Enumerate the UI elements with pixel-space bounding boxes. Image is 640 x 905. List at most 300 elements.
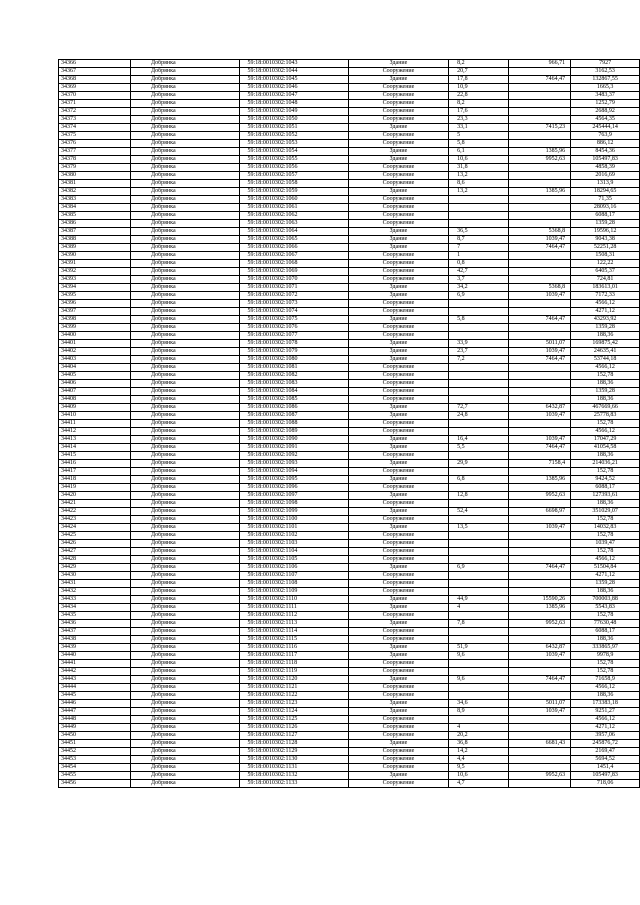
unit-value-cell	[508, 220, 570, 228]
area-cell	[449, 572, 509, 580]
area-cell: 6,8	[449, 476, 509, 484]
table-row	[59, 468, 640, 476]
unit-value-cell: 9952,63	[508, 492, 570, 500]
table-row	[59, 652, 640, 660]
table-row	[59, 356, 640, 364]
locality-cell: Добрянка	[131, 612, 240, 620]
row-number-cell: 34453	[59, 756, 131, 764]
cadastral-value-cell: 152,78	[571, 420, 640, 428]
cadastral-number-cell: 59:18:0010302:1053	[239, 140, 348, 148]
cadastral-number-cell: 59:18:0010302:1070	[239, 276, 348, 284]
unit-value-cell: 6432,87	[508, 644, 570, 652]
unit-value-cell	[508, 660, 570, 668]
cadastral-value-cell: 4566,12	[571, 428, 640, 436]
cadastral-value-cell: 5543,83	[571, 604, 640, 612]
cadastral-value-cell: 188,36	[571, 588, 640, 596]
cadastral-number-cell: 59:18:0010302:1116	[239, 644, 348, 652]
table-row	[59, 196, 640, 204]
cadastral-number-cell: 59:18:0010302:1100	[239, 516, 348, 524]
locality-cell: Добрянка	[131, 108, 240, 116]
cadastral-value-cell: 9424,52	[571, 476, 640, 484]
object-type-cell: Сооружение	[348, 556, 448, 564]
object-type-cell: Сооружение	[348, 308, 448, 316]
row-number-cell: 34389	[59, 244, 131, 252]
row-number-cell: 34405	[59, 372, 131, 380]
object-type-cell: Здание	[348, 236, 448, 244]
cadastral-value-cell: 24635,41	[571, 348, 640, 356]
row-number-cell: 34448	[59, 716, 131, 724]
unit-value-cell	[508, 324, 570, 332]
cadastral-value-cell: 4564,35	[571, 116, 640, 124]
table-row	[59, 260, 640, 268]
cadastral-value-cell: 7927	[571, 60, 640, 68]
object-type-cell: Сооружение	[348, 108, 448, 116]
area-cell	[449, 668, 509, 676]
cadastral-value-cell: 169875,42	[571, 340, 640, 348]
cadastral-number-cell: 59:18:0010302:1087	[239, 412, 348, 420]
area-cell	[449, 716, 509, 724]
locality-cell: Добрянка	[131, 652, 240, 660]
table-row	[59, 332, 640, 340]
row-number-cell: 34444	[59, 684, 131, 692]
unit-value-cell: 5011,07	[508, 340, 570, 348]
unit-value-cell	[508, 108, 570, 116]
row-number-cell: 34445	[59, 692, 131, 700]
area-cell	[449, 420, 509, 428]
area-cell: 12,8	[449, 492, 509, 500]
unit-value-cell	[508, 164, 570, 172]
table-row	[59, 372, 640, 380]
unit-value-cell: 5011,07	[508, 700, 570, 708]
unit-value-cell: 7464,47	[508, 564, 570, 572]
cadastral-value-cell: 763,9	[571, 132, 640, 140]
object-type-cell: Сооружение	[348, 468, 448, 476]
area-cell	[449, 396, 509, 404]
table-row	[59, 60, 640, 68]
row-number-cell: 34417	[59, 468, 131, 476]
cadastral-value-cell: 18294,65	[571, 188, 640, 196]
unit-value-cell	[508, 692, 570, 700]
cadastral-value-cell: 105497,83	[571, 156, 640, 164]
row-number-cell: 34413	[59, 436, 131, 444]
row-number-cell: 34385	[59, 212, 131, 220]
area-cell: 8,7	[449, 236, 509, 244]
object-type-cell: Здание	[348, 596, 448, 604]
locality-cell: Добрянка	[131, 188, 240, 196]
object-type-cell: Сооружение	[348, 724, 448, 732]
area-cell	[449, 364, 509, 372]
area-cell	[449, 556, 509, 564]
cadastral-number-cell: 59:18:0010302:1068	[239, 260, 348, 268]
cadastral-number-cell: 59:18:0010302:1104	[239, 548, 348, 556]
table-row	[59, 212, 640, 220]
locality-cell: Добрянка	[131, 212, 240, 220]
area-cell	[449, 308, 509, 316]
locality-cell: Добрянка	[131, 180, 240, 188]
object-type-cell: Сооружение	[348, 300, 448, 308]
table-row	[59, 324, 640, 332]
unit-value-cell: 5368,8	[508, 228, 570, 236]
cadastral-number-cell: 59:18:0010302:1052	[239, 132, 348, 140]
table-row	[59, 404, 640, 412]
unit-value-cell: 1385,96	[508, 604, 570, 612]
object-type-cell: Сооружение	[348, 212, 448, 220]
object-type-cell: Сооружение	[348, 756, 448, 764]
cadastral-value-cell: 1039,47	[571, 540, 640, 548]
unit-value-cell	[508, 372, 570, 380]
cadastral-value-cell: 152,78	[571, 548, 640, 556]
table-row	[59, 436, 640, 444]
cadastral-number-cell: 59:18:0010302:1076	[239, 324, 348, 332]
locality-cell: Добрянка	[131, 244, 240, 252]
object-type-cell: Здание	[348, 148, 448, 156]
object-type-cell: Сооружение	[348, 764, 448, 772]
cadastral-number-cell: 59:18:0010302:1063	[239, 220, 348, 228]
cadastral-number-cell: 59:18:0010302:1078	[239, 340, 348, 348]
object-type-cell: Сооружение	[348, 388, 448, 396]
cadastral-number-cell: 59:18:0010302:1101	[239, 524, 348, 532]
unit-value-cell: 7464,47	[508, 356, 570, 364]
row-number-cell: 34398	[59, 316, 131, 324]
object-type-cell: Сооружение	[348, 500, 448, 508]
locality-cell: Добрянка	[131, 460, 240, 468]
area-cell: 34,6	[449, 700, 509, 708]
unit-value-cell	[508, 748, 570, 756]
unit-value-cell	[508, 196, 570, 204]
table-row	[59, 76, 640, 84]
unit-value-cell	[508, 332, 570, 340]
cadastral-value-cell: 1359,28	[571, 220, 640, 228]
area-cell: 23,3	[449, 116, 509, 124]
locality-cell: Добрянка	[131, 332, 240, 340]
cadastral-value-cell: 1508,31	[571, 252, 640, 260]
area-cell: 44,9	[449, 596, 509, 604]
table-row	[59, 68, 640, 76]
cadastral-number-cell: 59:18:0010302:1120	[239, 676, 348, 684]
locality-cell: Добрянка	[131, 604, 240, 612]
locality-cell: Добрянка	[131, 748, 240, 756]
table-row	[59, 780, 640, 788]
row-number-cell: 34419	[59, 484, 131, 492]
row-number-cell: 34410	[59, 412, 131, 420]
locality-cell: Добрянка	[131, 492, 240, 500]
cadastral-number-cell: 59:18:0010302:1124	[239, 708, 348, 716]
cadastral-number-cell: 59:18:0010302:1064	[239, 228, 348, 236]
cadastral-value-cell: 333865,97	[571, 644, 640, 652]
cadastral-number-cell: 59:18:0010302:1113	[239, 620, 348, 628]
table-row	[59, 92, 640, 100]
area-cell: 20,2	[449, 732, 509, 740]
row-number-cell: 34367	[59, 68, 131, 76]
object-type-cell: Сооружение	[348, 684, 448, 692]
object-type-cell: Сооружение	[348, 716, 448, 724]
cadastral-number-cell: 59:18:0010302:1098	[239, 500, 348, 508]
unit-value-cell	[508, 380, 570, 388]
unit-value-cell: 966,71	[508, 60, 570, 68]
table-row	[59, 764, 640, 772]
object-type-cell: Сооружение	[348, 268, 448, 276]
area-cell	[449, 380, 509, 388]
table-row	[59, 228, 640, 236]
unit-value-cell: 9952,63	[508, 772, 570, 780]
table-row	[59, 108, 640, 116]
area-cell: 5,8	[449, 140, 509, 148]
object-type-cell: Здание	[348, 124, 448, 132]
row-number-cell: 34411	[59, 420, 131, 428]
table-row	[59, 340, 640, 348]
unit-value-cell	[508, 764, 570, 772]
cadastral-value-cell: 724,81	[571, 276, 640, 284]
table-row	[59, 756, 640, 764]
row-number-cell: 34434	[59, 604, 131, 612]
locality-cell: Добрянка	[131, 412, 240, 420]
cadastral-number-cell: 59:18:0010302:1094	[239, 468, 348, 476]
row-number-cell: 34435	[59, 612, 131, 620]
object-type-cell: Здание	[348, 644, 448, 652]
locality-cell: Добрянка	[131, 252, 240, 260]
unit-value-cell	[508, 212, 570, 220]
unit-value-cell: 1039,47	[508, 652, 570, 660]
area-cell	[449, 636, 509, 644]
table-row	[59, 164, 640, 172]
unit-value-cell	[508, 732, 570, 740]
row-number-cell: 34425	[59, 532, 131, 540]
row-number-cell: 34393	[59, 276, 131, 284]
locality-cell: Добрянка	[131, 68, 240, 76]
unit-value-cell: 5368,8	[508, 284, 570, 292]
locality-cell: Добрянка	[131, 284, 240, 292]
table-row	[59, 524, 640, 532]
locality-cell: Добрянка	[131, 204, 240, 212]
cadastral-number-cell: 59:18:0010302:1115	[239, 636, 348, 644]
cadastral-value-cell: 9043,38	[571, 236, 640, 244]
unit-value-cell	[508, 132, 570, 140]
area-cell: 29,9	[449, 460, 509, 468]
object-type-cell: Сооружение	[348, 92, 448, 100]
table-row	[59, 132, 640, 140]
cadastral-number-cell: 59:18:0010302:1083	[239, 380, 348, 388]
locality-cell: Добрянка	[131, 396, 240, 404]
locality-cell: Добрянка	[131, 292, 240, 300]
table-row	[59, 84, 640, 92]
object-type-cell: Здание	[348, 508, 448, 516]
row-number-cell: 34377	[59, 148, 131, 156]
unit-value-cell	[508, 556, 570, 564]
locality-cell: Добрянка	[131, 436, 240, 444]
locality-cell: Добрянка	[131, 500, 240, 508]
object-type-cell: Сооружение	[348, 164, 448, 172]
row-number-cell: 34391	[59, 260, 131, 268]
cadastral-number-cell: 59:18:0010302:1056	[239, 164, 348, 172]
area-cell: 6,9	[449, 292, 509, 300]
area-cell	[449, 204, 509, 212]
row-number-cell: 34430	[59, 572, 131, 580]
cadastral-number-cell: 59:18:0010302:1093	[239, 460, 348, 468]
area-cell: 5,5	[449, 444, 509, 452]
locality-cell: Добрянка	[131, 764, 240, 772]
cadastral-number-cell: 59:18:0010302:1125	[239, 716, 348, 724]
cadastral-number-cell: 59:18:0010302:1088	[239, 420, 348, 428]
cadastral-number-cell: 59:18:0010302:1132	[239, 772, 348, 780]
object-type-cell: Здание	[348, 460, 448, 468]
cadastral-number-cell: 59:18:0010302:1091	[239, 444, 348, 452]
unit-value-cell	[508, 84, 570, 92]
area-cell	[449, 684, 509, 692]
row-number-cell: 34381	[59, 180, 131, 188]
table-row	[59, 388, 640, 396]
unit-value-cell	[508, 684, 570, 692]
row-number-cell: 34450	[59, 732, 131, 740]
cadastral-value-cell: 152,78	[571, 372, 640, 380]
unit-value-cell: 6698,97	[508, 508, 570, 516]
cadastral-value-cell: 188,36	[571, 396, 640, 404]
object-type-cell: Сооружение	[348, 636, 448, 644]
area-cell: 8,2	[449, 100, 509, 108]
table-row	[59, 476, 640, 484]
cadastral-number-cell: 59:18:0010302:1071	[239, 284, 348, 292]
object-type-cell: Здание	[348, 444, 448, 452]
cadastral-value-cell: 7172,33	[571, 292, 640, 300]
cadastral-number-cell: 59:18:0010302:1065	[239, 236, 348, 244]
cadastral-value-cell: 245876,72	[571, 740, 640, 748]
locality-cell: Добрянка	[131, 508, 240, 516]
locality-cell: Добрянка	[131, 404, 240, 412]
area-cell: 13,2	[449, 172, 509, 180]
locality-cell: Добрянка	[131, 740, 240, 748]
unit-value-cell	[508, 364, 570, 372]
unit-value-cell	[508, 452, 570, 460]
area-cell	[449, 324, 509, 332]
object-type-cell: Здание	[348, 412, 448, 420]
locality-cell: Добрянка	[131, 700, 240, 708]
row-number-cell: 34438	[59, 636, 131, 644]
row-number-cell: 34376	[59, 140, 131, 148]
table-row	[59, 220, 640, 228]
row-number-cell: 34414	[59, 444, 131, 452]
cadastral-number-cell: 59:18:0010302:1108	[239, 580, 348, 588]
row-number-cell: 34382	[59, 188, 131, 196]
cadastral-number-cell: 59:18:0010302:1103	[239, 540, 348, 548]
row-number-cell: 34421	[59, 500, 131, 508]
table-row	[59, 588, 640, 596]
cadastral-value-cell: 19596,12	[571, 228, 640, 236]
cadastral-value-cell: 43293,92	[571, 316, 640, 324]
table-row	[59, 412, 640, 420]
cadastral-number-cell: 59:18:0010302:1102	[239, 532, 348, 540]
area-cell: 42,7	[449, 268, 509, 276]
cadastral-number-cell: 59:18:0010302:1050	[239, 116, 348, 124]
table-row	[59, 676, 640, 684]
table-row	[59, 660, 640, 668]
cadastral-number-cell: 59:18:0010302:1133	[239, 780, 348, 788]
row-number-cell: 34396	[59, 300, 131, 308]
cadastral-number-cell: 59:18:0010302:1074	[239, 308, 348, 316]
object-type-cell: Здание	[348, 524, 448, 532]
locality-cell: Добрянка	[131, 580, 240, 588]
area-cell: 36,5	[449, 228, 509, 236]
locality-cell: Добрянка	[131, 164, 240, 172]
object-type-cell: Здание	[348, 652, 448, 660]
cadastral-value-cell: 132867,55	[571, 76, 640, 84]
cadastral-value-cell: 6088,17	[571, 212, 640, 220]
cadastral-number-cell: 59:18:0010302:1051	[239, 124, 348, 132]
object-type-cell: Сооружение	[348, 588, 448, 596]
row-number-cell: 34403	[59, 356, 131, 364]
cadastral-number-cell: 59:18:0010302:1082	[239, 372, 348, 380]
cadastral-number-cell: 59:18:0010302:1061	[239, 204, 348, 212]
cadastral-value-cell: 1359,28	[571, 324, 640, 332]
row-number-cell: 34431	[59, 580, 131, 588]
unit-value-cell	[508, 388, 570, 396]
unit-value-cell: 7464,47	[508, 76, 570, 84]
cadastral-number-cell: 59:18:0010302:1092	[239, 452, 348, 460]
cadastral-value-cell: 214036,21	[571, 460, 640, 468]
area-cell: 4	[449, 724, 509, 732]
unit-value-cell	[508, 100, 570, 108]
row-number-cell: 34406	[59, 380, 131, 388]
cadastral-value-cell: 1359,28	[571, 580, 640, 588]
area-cell: 33,9	[449, 340, 509, 348]
locality-cell: Добрянка	[131, 444, 240, 452]
object-type-cell: Сооружение	[348, 580, 448, 588]
unit-value-cell	[508, 532, 570, 540]
object-type-cell: Сооружение	[348, 532, 448, 540]
table-row	[59, 716, 640, 724]
row-number-cell: 34427	[59, 548, 131, 556]
area-cell	[449, 372, 509, 380]
cadastral-value-cell: 152,78	[571, 532, 640, 540]
unit-value-cell	[508, 268, 570, 276]
object-type-cell: Сооружение	[348, 172, 448, 180]
object-type-cell: Здание	[348, 316, 448, 324]
cadastral-value-cell: 4566,12	[571, 556, 640, 564]
cadastral-value-cell: 4271,12	[571, 724, 640, 732]
cadastral-value-cell: 41054,58	[571, 444, 640, 452]
row-number-cell: 34375	[59, 132, 131, 140]
object-type-cell: Здание	[348, 676, 448, 684]
locality-cell: Добрянка	[131, 452, 240, 460]
area-cell: 6,9	[449, 564, 509, 572]
row-number-cell: 34390	[59, 252, 131, 260]
area-cell: 14,2	[449, 748, 509, 756]
table-row	[59, 244, 640, 252]
cadastral-value-cell: 5694,52	[571, 756, 640, 764]
cadastral-value-cell: 8454,36	[571, 148, 640, 156]
unit-value-cell	[508, 428, 570, 436]
cadastral-number-cell: 59:18:0010302:1109	[239, 588, 348, 596]
cadastral-value-cell: 152,78	[571, 468, 640, 476]
row-number-cell: 34440	[59, 652, 131, 660]
table-row	[59, 276, 640, 284]
table-row	[59, 500, 640, 508]
unit-value-cell	[508, 572, 570, 580]
table-row	[59, 300, 640, 308]
unit-value-cell	[508, 716, 570, 724]
cadastral-value-cell: 1313,9	[571, 180, 640, 188]
unit-value-cell	[508, 420, 570, 428]
cadastral-value-cell: 1359,28	[571, 388, 640, 396]
unit-value-cell: 1385,96	[508, 476, 570, 484]
area-cell: 9,6	[449, 652, 509, 660]
object-type-cell: Сооружение	[348, 220, 448, 228]
table-row	[59, 308, 640, 316]
locality-cell: Добрянка	[131, 228, 240, 236]
cadastral-value-cell: 4271,12	[571, 308, 640, 316]
object-type-cell: Сооружение	[348, 332, 448, 340]
object-type-cell: Сооружение	[348, 516, 448, 524]
cadastral-number-cell: 59:18:0010302:1110	[239, 596, 348, 604]
object-type-cell: Сооружение	[348, 484, 448, 492]
